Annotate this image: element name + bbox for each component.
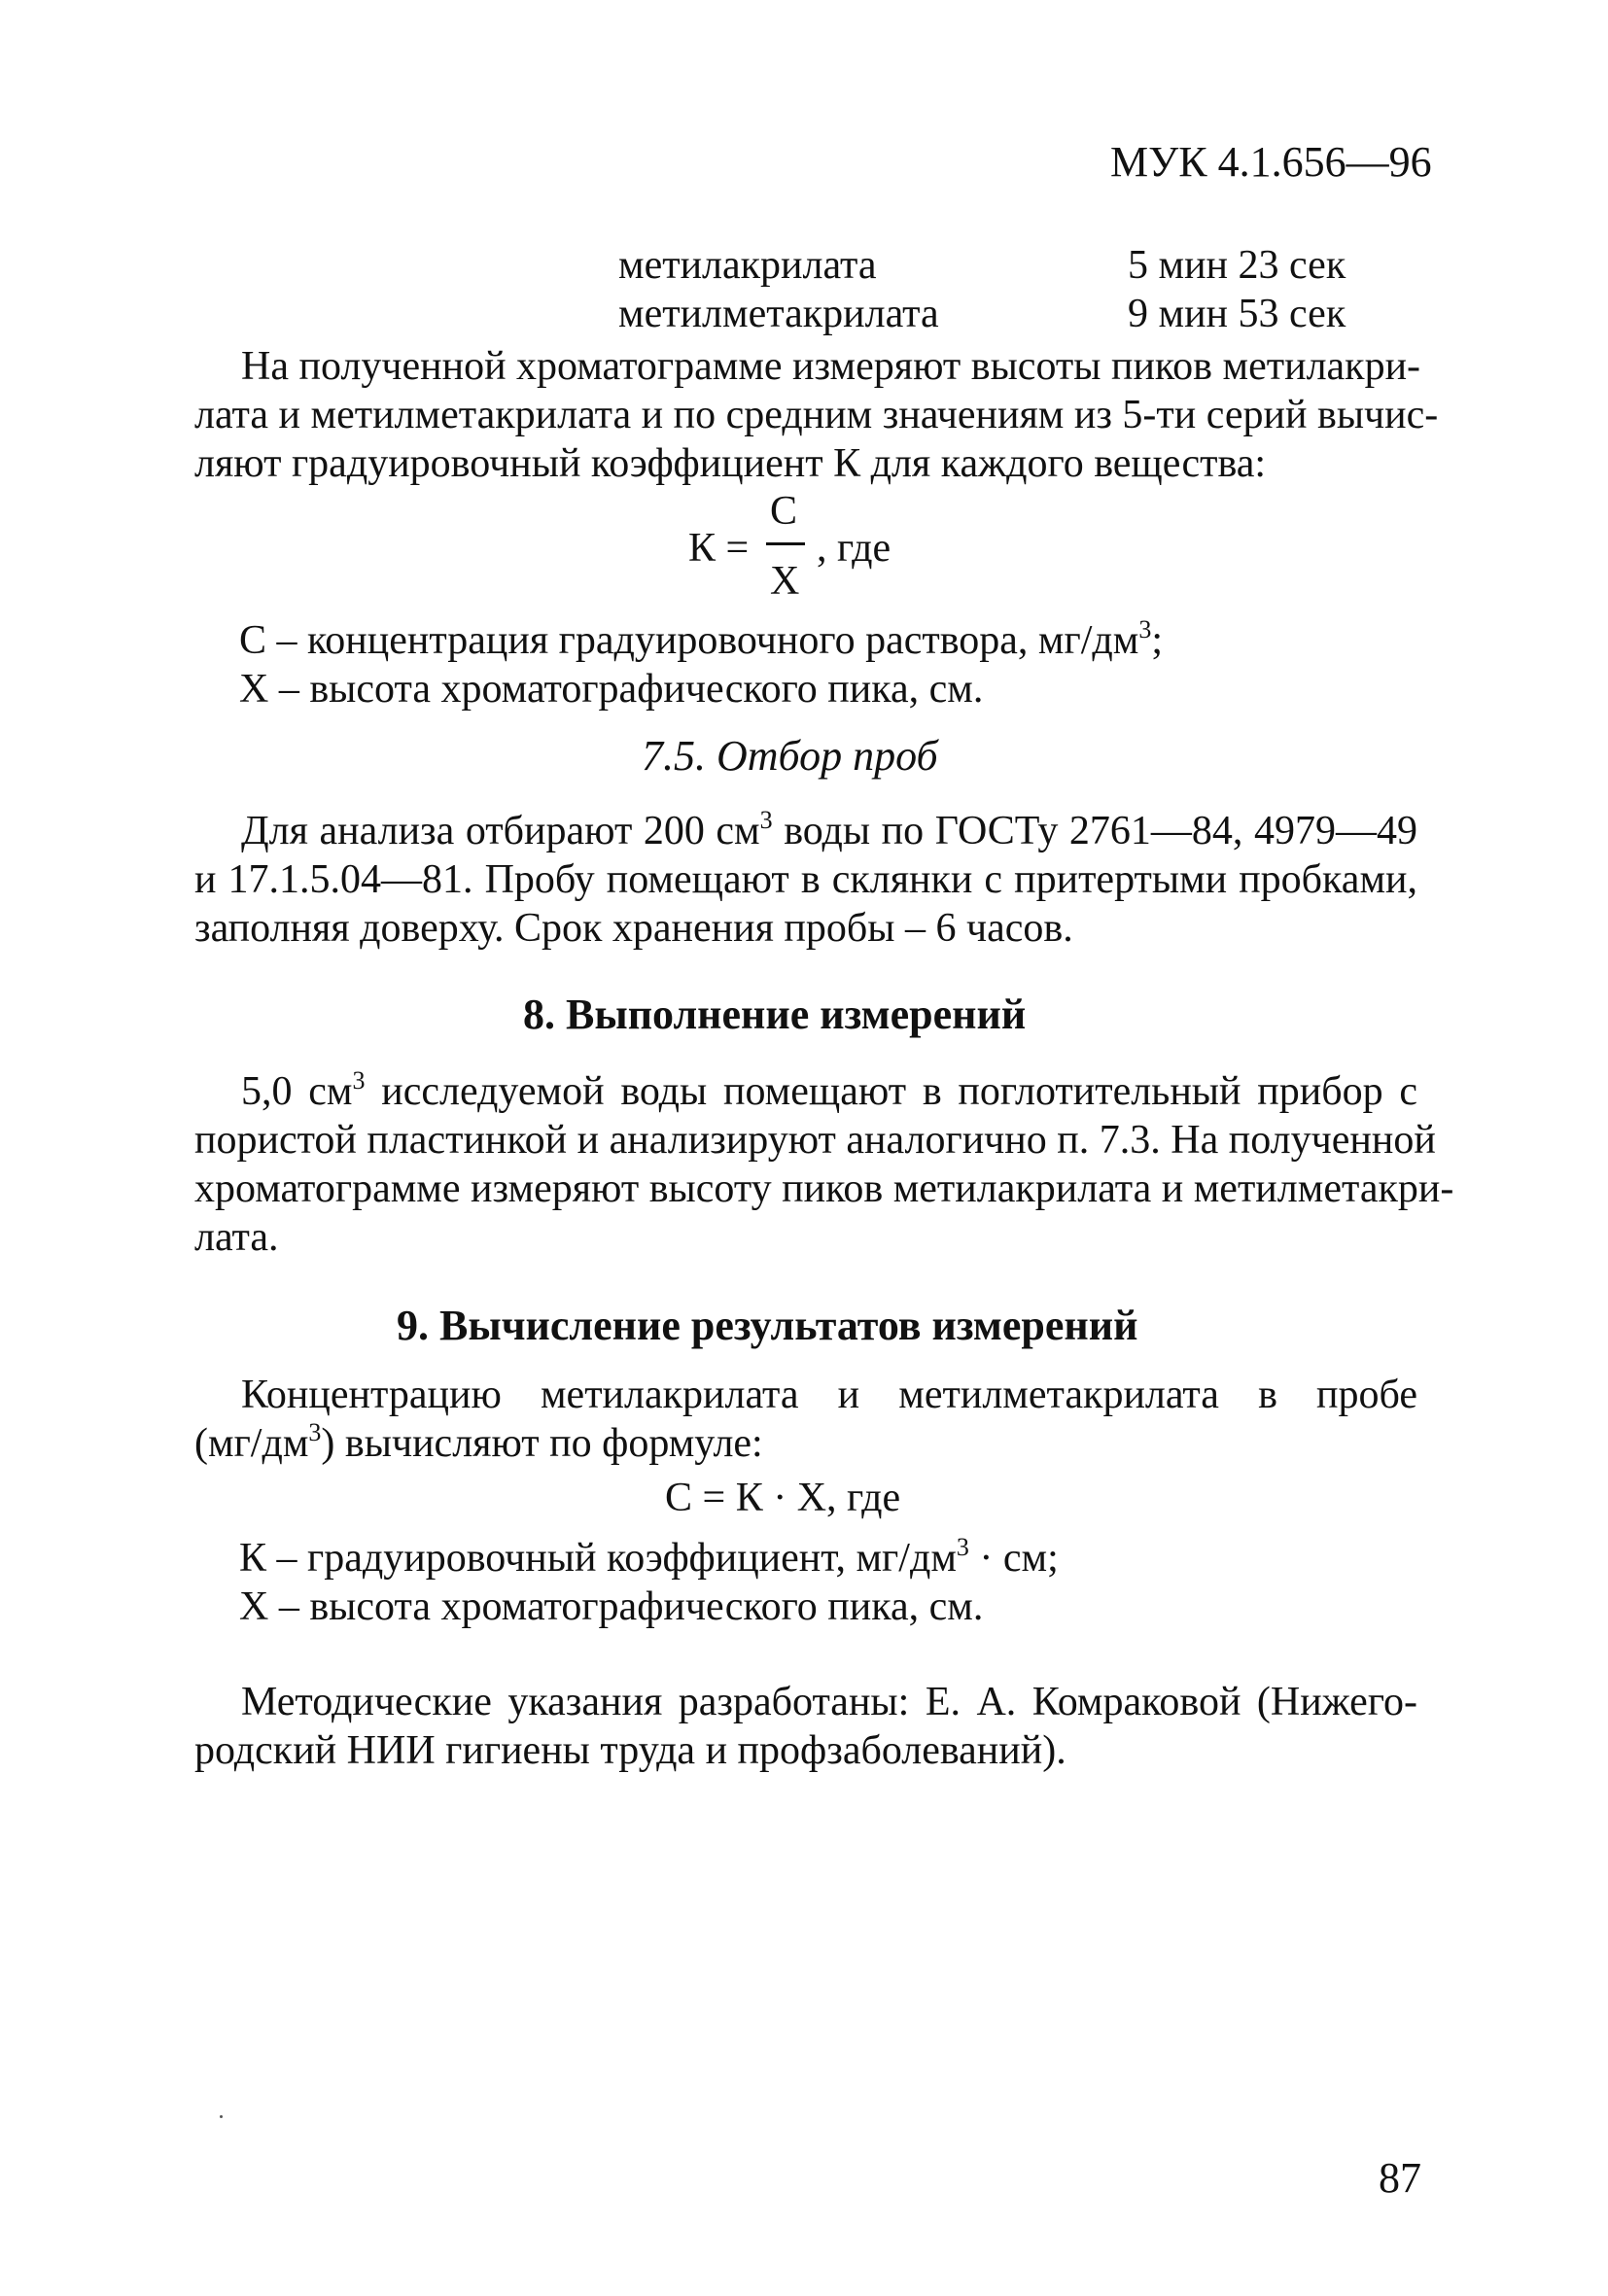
paragraph-line: Для анализа отбирают 200 $см^3$ воды по ГОСТу 2761—84, 4979—49	[241, 806, 1417, 853]
paragraph-line: лата и метилметакрилата и по средним значениям из 5-ти серий вычис-	[194, 393, 1439, 437]
retention-time-1: 5 мин 23 сек	[1128, 243, 1346, 288]
definition-c: С – концентрация градуировочного раствора, $мг/дм^3$;	[239, 615, 1164, 663]
paragraph-line: $(мг/дм^3)$ вычисляют по формуле:	[194, 1418, 763, 1466]
retention-time-2: 9 мин 53 сек	[1128, 292, 1346, 336]
document-code: МУК 4.1.656—96	[1110, 138, 1432, 186]
retention-substance-2: метилметакрилата	[618, 292, 939, 336]
definition-k: К – градуировочный коэффициент, $мг/дм^3$ · см;	[239, 1533, 1059, 1581]
paragraph-line: и 17.1.5.04—81. Пробу помещают в склянки с притертыми пробками,	[194, 857, 1417, 902]
retention-substance-1: метилакрилата	[618, 243, 877, 288]
page-number: 87	[1379, 2154, 1421, 2202]
section-7-5-title: 7.5. Отбор проб	[642, 732, 938, 780]
paragraph-line: лата.	[194, 1215, 279, 1260]
fraction-bar	[766, 542, 805, 545]
paragraph-line: ляют градуировочный коэффициент К для каждого вещества:	[194, 441, 1267, 486]
paragraph-line: На полученной хроматограмме измеряют высоты пиков метилакри-	[241, 344, 1421, 389]
paragraph-line: 5,0 $см^3$ исследуемой воды помещают в поглотительный прибор с	[241, 1066, 1417, 1114]
section-8-title: 8. Выполнение измерений	[523, 991, 1027, 1038]
paragraph-line: Концентрацию метилакрилата и метилметакрилата в пробе	[241, 1373, 1417, 1417]
credits-line: Методические указания разработаны: Е. А. Комраковой (Нижего-	[241, 1680, 1417, 1724]
formula-numerator: С	[770, 489, 798, 534]
formula-suffix: , где	[817, 526, 891, 571]
definition-x: Х – высота хроматографического пика, см.	[239, 667, 984, 712]
scan-speck	[220, 2115, 223, 2118]
paragraph-line: заполняя доверху. Срок хранения пробы – 6 часов.	[194, 906, 1073, 951]
formula-lhs: К =	[688, 526, 750, 571]
credits-line: родский НИИ гигиены труда и профзаболеваний).	[194, 1728, 1066, 1773]
paragraph-line: пористой пластинкой и анализируют аналогично п. 7.3. На полученной	[194, 1118, 1436, 1163]
section-9-title: 9. Вычисление результатов измерений	[397, 1302, 1138, 1349]
paragraph-line: хроматограмме измеряют высоту пиков метилакрилата и метилметакри-	[194, 1166, 1454, 1211]
formula-denominator: Х	[770, 559, 800, 604]
definition-x: Х – высота хроматографического пика, см.	[239, 1584, 984, 1629]
formula-c: С = К · Х, где	[665, 1476, 901, 1520]
